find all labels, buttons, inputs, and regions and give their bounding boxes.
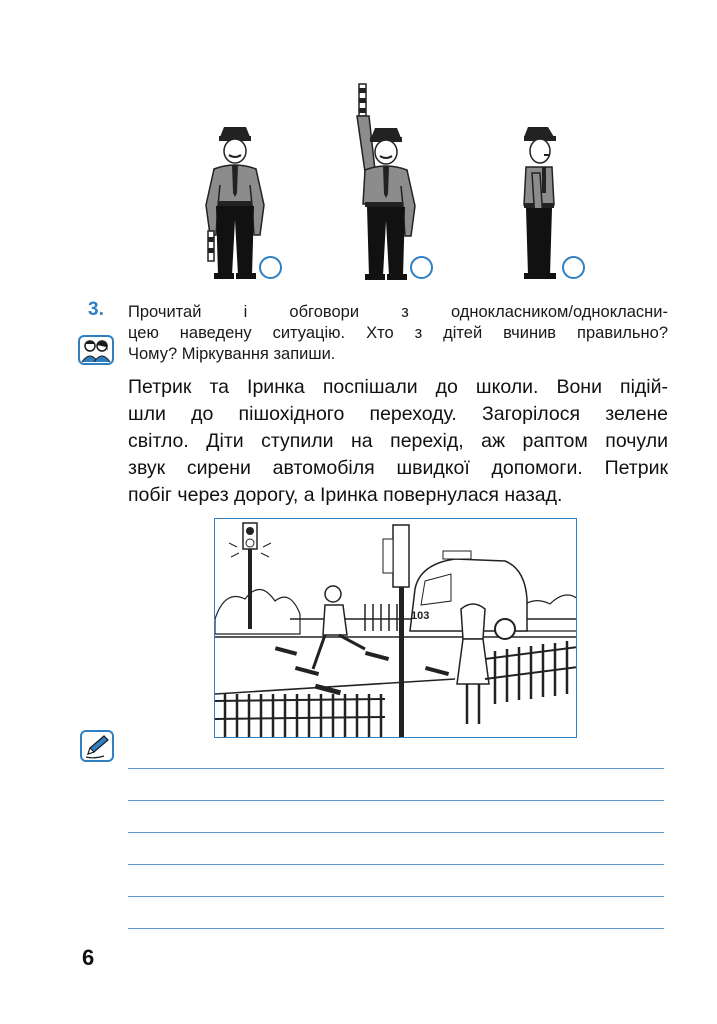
answer-circle-1[interactable] [259,256,282,279]
officer-figure-side-view [510,85,565,285]
pair-work-icon [78,335,114,365]
answer-circle-3[interactable] [562,256,585,279]
answer-line[interactable] [128,928,664,929]
story-line: Петрик та Іринка поспішали до школи. Вони підій- [128,376,668,398]
street-scene-illustration [214,518,577,738]
answer-line[interactable] [128,832,664,833]
answer-circle-2[interactable] [410,256,433,279]
answer-line[interactable] [128,768,664,769]
answer-line[interactable] [128,864,664,865]
instruction-line: Прочитай і обговори з однокласником/однокласни- [128,303,668,321]
story-line: світло. Діти ступили на перехід, аж раптом почули [128,430,668,452]
task-number: 3. [88,299,104,320]
story-line: звук сирени автомобіля швидкої допомоги. Петрик [128,457,668,479]
story-text [128,374,668,509]
pencil-icon [80,730,114,762]
page-number: 6 [82,945,95,970]
story-line: побіг через дорогу, а Іринка повернулася назад. [128,484,563,506]
task-instruction [128,302,668,365]
instruction-line: цею наведену ситуацію. Хто з дітей вчинив правильно? [128,324,668,342]
instruction-line: Чому? Міркування запиши. [128,345,336,363]
officer-figure-arms-down [200,85,270,285]
ambulance-number: 103 [411,610,430,622]
answer-line[interactable] [128,896,664,897]
officer-figure-arm-raised [345,82,425,286]
story-line: шли до пішохідного переходу. Загорілося зелене [128,403,668,425]
answer-line[interactable] [128,800,664,801]
